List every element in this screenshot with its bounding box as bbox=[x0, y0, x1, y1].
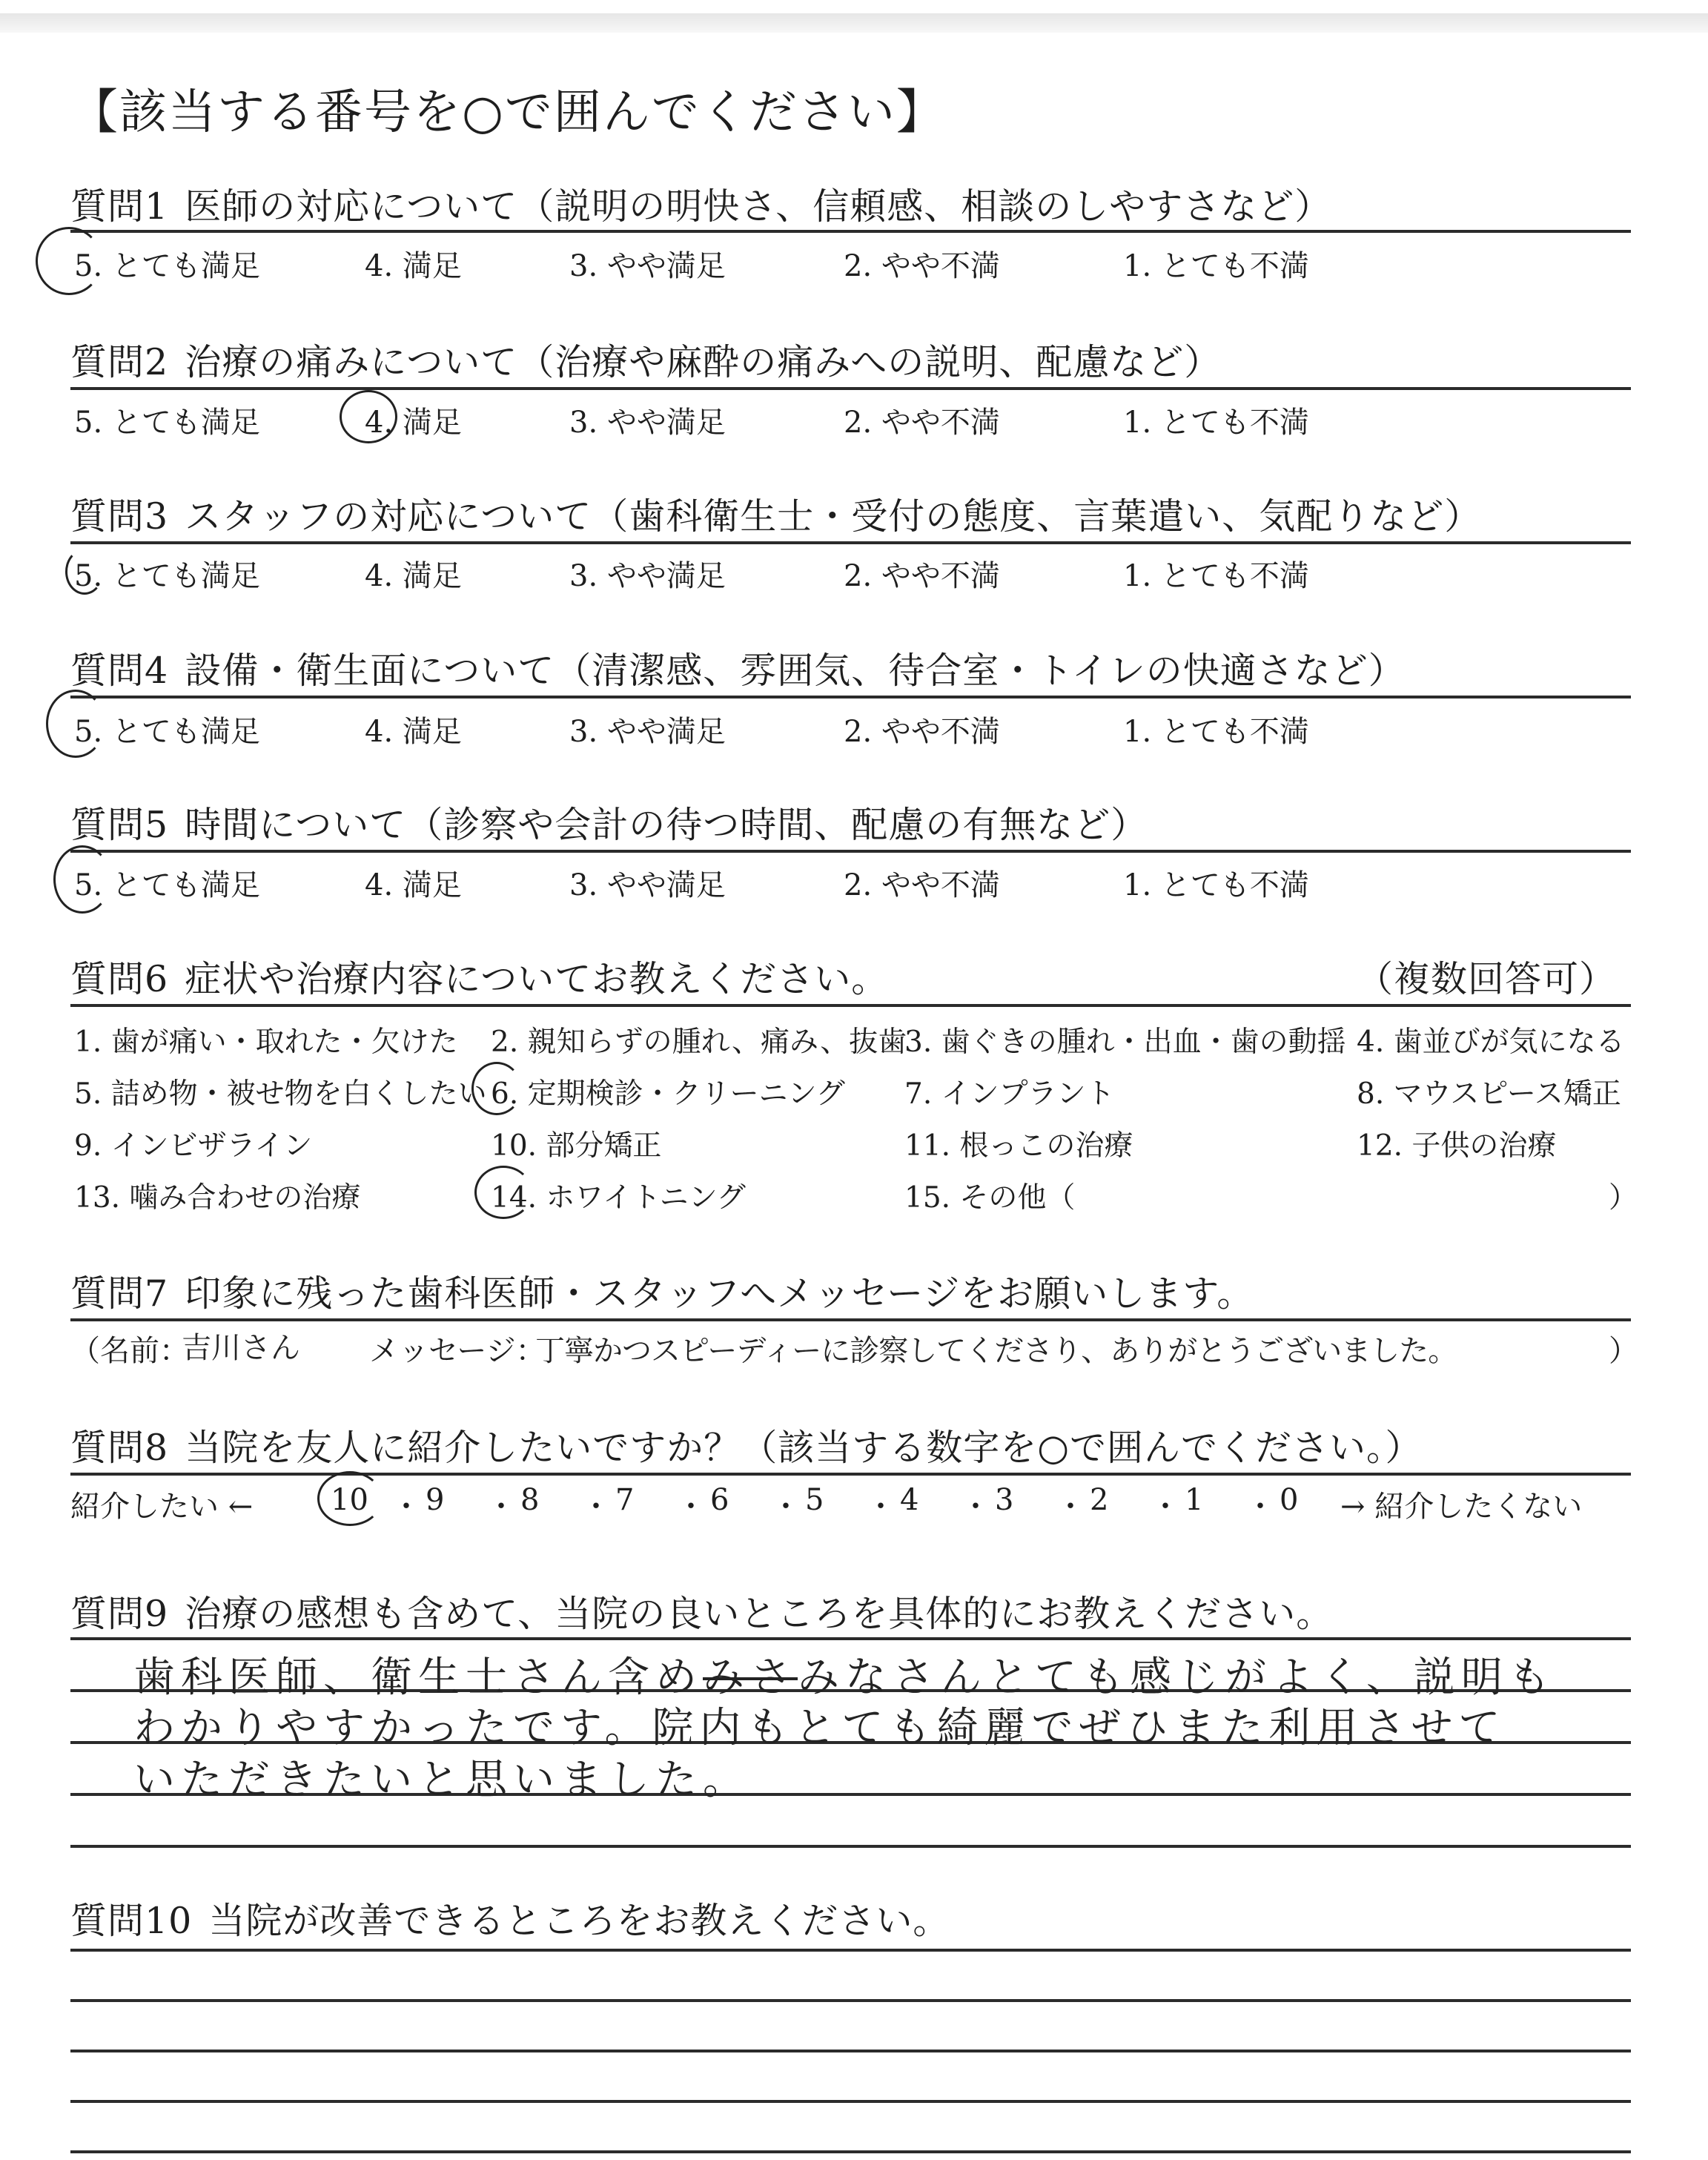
q8-scale-0[interactable]: 0 bbox=[1280, 1483, 1299, 1517]
q8-scale-separator: ・ bbox=[1151, 1490, 1180, 1524]
q4-option-5[interactable]: 5. とても満足 bbox=[74, 715, 260, 749]
q8-scale-3[interactable]: 3 bbox=[995, 1483, 1014, 1517]
q6-title bbox=[70, 951, 888, 1003]
q1-rule bbox=[70, 230, 1631, 233]
q9-answer-line-2[interactable]: わかりやすかったです。院内もとても綺麗でぜひまた利用させて bbox=[133, 1704, 1506, 1752]
q8-scale-separator: ・ bbox=[1245, 1490, 1275, 1524]
q10-rule-4 bbox=[70, 2100, 1631, 2103]
q6-rule bbox=[70, 1004, 1631, 1007]
q1-option-1[interactable]: 1. とても不満 bbox=[1123, 249, 1309, 283]
q4-title bbox=[70, 642, 1406, 694]
q2-rule bbox=[70, 387, 1631, 390]
q8-scale-7[interactable]: 7 bbox=[615, 1483, 635, 1517]
q8-title bbox=[70, 1419, 1422, 1471]
q4-option-1[interactable]: 1. とても不満 bbox=[1123, 715, 1309, 749]
q1-option-2[interactable]: 2. やや不満 bbox=[844, 249, 1000, 283]
q7-rule bbox=[70, 1318, 1631, 1321]
q8-scale-separator: ・ bbox=[961, 1490, 990, 1524]
q9-answer-line-3[interactable]: いただきたいと思いました。 bbox=[133, 1756, 750, 1804]
q8-scale-1[interactable]: 1 bbox=[1185, 1483, 1204, 1517]
q10-title bbox=[70, 1892, 950, 1944]
q1-option-4[interactable]: 4. 満足 bbox=[365, 249, 462, 283]
q1-title bbox=[70, 178, 1331, 230]
q6-option-3[interactable]: 3. 歯ぐきの腫れ・出血・歯の動揺 bbox=[904, 1025, 1346, 1059]
q6-other-close: ） bbox=[1609, 1181, 1638, 1215]
scan-top-edge bbox=[0, 13, 1708, 33]
q5-option-1[interactable]: 1. とても不満 bbox=[1123, 868, 1309, 902]
q6-number: 質問6 bbox=[70, 958, 169, 1000]
q3-option-5[interactable]: 5. とても満足 bbox=[74, 559, 260, 593]
q8-scale-8[interactable]: 8 bbox=[520, 1483, 540, 1517]
q2-text: 治療の痛みについて（治療や麻酔の痛みへの説明、配慮など） bbox=[185, 341, 1222, 383]
q10-rule-3 bbox=[70, 2050, 1631, 2052]
q1-number: 質問1 bbox=[70, 185, 169, 228]
q7-name-answer[interactable]: 吉川さん bbox=[182, 1331, 300, 1365]
q6-option-6[interactable]: 6. 定期検診・クリーニング bbox=[491, 1077, 845, 1111]
q6-option-10[interactable]: 10. 部分矯正 bbox=[491, 1129, 662, 1163]
q1-text: 医師の対応について（説明の明快さ、信頼感、相談のしやすさなど） bbox=[185, 185, 1332, 228]
q2-option-2[interactable]: 2. やや不満 bbox=[844, 406, 1000, 440]
q3-option-1[interactable]: 1. とても不満 bbox=[1123, 559, 1309, 593]
q6-option-12[interactable]: 12. 子供の治療 bbox=[1357, 1129, 1557, 1163]
q4-option-3[interactable]: 3. やや満足 bbox=[569, 715, 726, 749]
q2-option-3[interactable]: 3. やや満足 bbox=[569, 406, 726, 440]
q9-rule-5 bbox=[70, 1845, 1631, 1848]
q6-option-1[interactable]: 1. 歯が痛い・取れた・欠けた bbox=[74, 1025, 458, 1059]
q6-option-5[interactable]: 5. 詰め物・被せ物を白くしたい bbox=[74, 1077, 487, 1111]
q8-text: 当院を友人に紹介したいですか？（該当する数字を○で囲んでください。） bbox=[185, 1427, 1423, 1469]
q2-number: 質問2 bbox=[70, 341, 169, 383]
q9-title bbox=[70, 1585, 1333, 1637]
q2-option-1[interactable]: 1. とても不満 bbox=[1123, 406, 1309, 440]
q8-scale-separator: ・ bbox=[676, 1490, 706, 1524]
q9-answer-line-1-b: みなさんとても感じがよく、説明も bbox=[798, 1654, 1556, 1702]
q10-rule-1 bbox=[70, 1949, 1631, 1952]
q3-option-2[interactable]: 2. やや不満 bbox=[844, 559, 1000, 593]
q8-scale-9[interactable]: 9 bbox=[426, 1483, 445, 1517]
q1-option-5[interactable]: 5. とても満足 bbox=[74, 249, 260, 283]
q1-option-3[interactable]: 3. やや満足 bbox=[569, 249, 726, 283]
q5-title bbox=[70, 796, 1148, 848]
q7-close-paren: ） bbox=[1609, 1334, 1638, 1368]
q8-answer-circle bbox=[317, 1471, 383, 1526]
q8-scale-separator: ・ bbox=[486, 1490, 516, 1524]
q3-rule bbox=[70, 541, 1631, 544]
q3-number: 質問3 bbox=[70, 495, 169, 538]
q9-rule-1 bbox=[70, 1637, 1631, 1640]
q8-scale-10[interactable]: 10 bbox=[331, 1483, 368, 1517]
q2-title bbox=[70, 334, 1221, 386]
q8-number: 質問8 bbox=[70, 1427, 169, 1469]
q6-option-8[interactable]: 8. マウスピース矯正 bbox=[1357, 1077, 1621, 1111]
q7-number: 質問7 bbox=[70, 1272, 169, 1315]
q8-scale-separator: ・ bbox=[771, 1490, 801, 1524]
q7-message-label: メッセージ： bbox=[369, 1334, 546, 1368]
q3-answer-circle bbox=[65, 549, 104, 595]
q10-rule-5 bbox=[70, 2150, 1631, 2153]
q3-title bbox=[70, 488, 1481, 540]
q10-text: 当院が改善できるところをお教えください。 bbox=[208, 1900, 950, 1942]
q5-option-4[interactable]: 4. 満足 bbox=[365, 868, 462, 902]
page-title: 【該当する番号を○で囲んでください】 bbox=[70, 85, 945, 140]
q2-option-5[interactable]: 5. とても満足 bbox=[74, 406, 260, 440]
q8-right-label: → 紹介したくない bbox=[1340, 1490, 1583, 1524]
q5-rule bbox=[70, 850, 1631, 853]
q3-option-4[interactable]: 4. 満足 bbox=[365, 559, 462, 593]
q4-answer-circle bbox=[46, 690, 105, 758]
q6-answer-circle-14 bbox=[474, 1166, 532, 1219]
q6-text: 症状や治療内容についてお教えください。 bbox=[185, 958, 889, 1000]
q3-option-3[interactable]: 3. やや満足 bbox=[569, 559, 726, 593]
q8-scale-4[interactable]: 4 bbox=[900, 1483, 919, 1517]
q4-number: 質問4 bbox=[70, 650, 169, 692]
q10-rule-2 bbox=[70, 1999, 1631, 2002]
q2-answer-circle bbox=[340, 390, 397, 443]
q8-left-label: 紹介したい ← bbox=[70, 1490, 254, 1524]
q6-note: （複数回答可） bbox=[1357, 958, 1617, 1000]
q5-option-3[interactable]: 3. やや満足 bbox=[569, 868, 726, 902]
q6-option-9[interactable]: 9. インビザライン bbox=[74, 1129, 313, 1163]
q8-scale-2[interactable]: 2 bbox=[1090, 1483, 1109, 1517]
q9-number: 質問9 bbox=[70, 1593, 169, 1635]
q9-answer-line-1-a: 歯科医師、衛生士さん含め bbox=[133, 1654, 703, 1702]
q6-option-4[interactable]: 4. 歯並びが気になる bbox=[1357, 1025, 1625, 1059]
q6-option-7[interactable]: 7. インプラント bbox=[904, 1077, 1115, 1111]
q4-rule bbox=[70, 696, 1631, 698]
q8-scale-separator: ・ bbox=[866, 1490, 896, 1524]
q4-text: 設備・衛生面について（清潔感、雰囲気、待合室・トイレの快適さなど） bbox=[185, 650, 1406, 692]
q5-number: 質問5 bbox=[70, 804, 169, 846]
q5-answer-circle bbox=[53, 845, 111, 914]
q5-option-5[interactable]: 5. とても満足 bbox=[74, 868, 260, 902]
q6-option-11[interactable]: 11. 根っこの治療 bbox=[904, 1129, 1133, 1163]
q6-option-13[interactable]: 13. 噛み合わせの治療 bbox=[74, 1181, 361, 1215]
q9-text: 治療の感想も含めて、当院の良いところを具体的にお教えください。 bbox=[185, 1593, 1334, 1635]
q8-scale-separator: ・ bbox=[391, 1490, 421, 1524]
q8-scale-separator: ・ bbox=[1056, 1490, 1085, 1524]
q6-option-15[interactable]: 15. その他（ bbox=[904, 1181, 1076, 1215]
q4-option-2[interactable]: 2. やや不満 bbox=[844, 715, 1000, 749]
q6-option-14[interactable]: 14. ホワイトニング bbox=[491, 1181, 746, 1215]
q8-scale-6[interactable]: 6 bbox=[710, 1483, 729, 1517]
q8-rule bbox=[70, 1473, 1631, 1476]
q2-option-4[interactable]: 4. 満足 bbox=[365, 406, 462, 440]
q6-option-2[interactable]: 2. 親知らずの腫れ、痛み、抜歯 bbox=[491, 1025, 907, 1059]
q7-message-answer[interactable]: 丁寧かつスピーディーに診察してくださり、ありがとうございました。 bbox=[535, 1334, 1457, 1368]
q9-struck-text: みさ bbox=[703, 1654, 798, 1702]
q5-text: 時間について（診察や会計の待つ時間、配慮の有無など） bbox=[185, 804, 1148, 846]
q6-answer-circle-6 bbox=[471, 1062, 522, 1115]
q10-number: 質問10 bbox=[70, 1900, 193, 1942]
q4-option-4[interactable]: 4. 満足 bbox=[365, 715, 462, 749]
q5-option-2[interactable]: 2. やや不満 bbox=[844, 868, 1000, 902]
q7-title bbox=[70, 1265, 1254, 1317]
q7-text: 印象に残った歯科医師・スタッフへメッセージをお願いします。 bbox=[185, 1272, 1254, 1315]
q1-answer-circle bbox=[36, 227, 102, 295]
q7-name-label: （名前： bbox=[70, 1334, 189, 1368]
q8-scale-5[interactable]: 5 bbox=[805, 1483, 824, 1517]
q8-scale-separator: ・ bbox=[581, 1490, 611, 1524]
q3-text: スタッフの対応について（歯科衛生士・受付の態度、言葉遣い、気配りなど） bbox=[185, 495, 1482, 538]
